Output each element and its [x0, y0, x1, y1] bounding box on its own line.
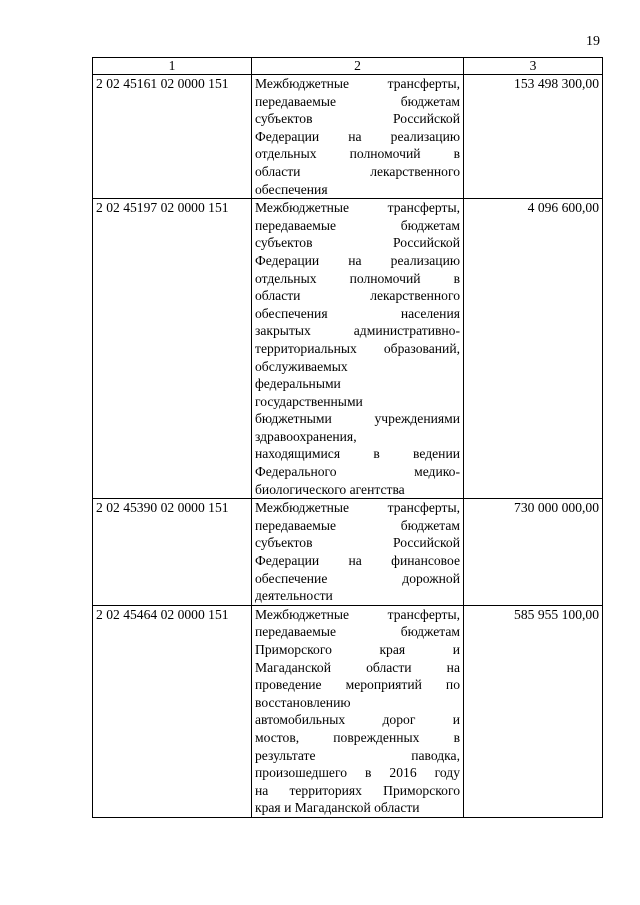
table-row	[93, 499, 603, 606]
description-line: края и Магаданской области	[255, 800, 420, 816]
description-line: передаваемые бюджетам	[255, 217, 460, 233]
description-line: Федерации на финансовое	[255, 553, 460, 569]
description-line: передаваемые бюджетам	[255, 517, 460, 533]
description-line: биологического агентства	[255, 481, 405, 497]
description-line: восстановлению	[255, 694, 351, 710]
description-cell	[252, 499, 464, 606]
description-line: Федерального медико-	[255, 464, 460, 480]
amount-cell: 153 498 300,00	[464, 75, 603, 199]
revenue-code-cell: 2 02 45464 02 0000 151	[93, 605, 252, 817]
description-cell	[252, 605, 464, 817]
table-header-row	[93, 58, 603, 75]
description-line: произошедшего в 2016 году	[255, 765, 460, 781]
description-line: Межбюджетные трансферты,	[255, 606, 460, 622]
amount-cell: 585 955 100,00	[464, 605, 603, 817]
description-line: субъектов Российской	[255, 235, 460, 251]
description-line: закрытых административно-	[255, 323, 460, 339]
table-row	[93, 605, 603, 817]
description-line: отдельных полномочий в	[255, 146, 460, 162]
description-line: обеспечения	[255, 181, 328, 197]
description-line: передаваемые бюджетам	[255, 93, 460, 109]
amount-cell: 730 000 000,00	[464, 499, 603, 606]
description-cell	[252, 199, 464, 499]
description-line: области лекарственного	[255, 163, 460, 179]
column-header-3: 3	[464, 58, 603, 75]
description-line: федеральными	[255, 376, 341, 392]
revenue-code-cell: 2 02 45161 02 0000 151	[93, 75, 252, 199]
description-line: здравоохранения,	[255, 428, 357, 444]
description-line: на территориях Приморского	[255, 782, 460, 798]
description-line: Приморского края и	[255, 642, 460, 657]
description-line: передаваемые бюджетам	[255, 624, 460, 640]
description-line: автомобильных дорог и	[255, 712, 460, 728]
description-line: Межбюджетные трансферты,	[255, 200, 460, 216]
page-number: 19	[586, 34, 600, 49]
column-header-1: 1	[93, 58, 252, 75]
amount-cell: 4 096 600,00	[464, 199, 603, 499]
table-row	[93, 75, 603, 199]
description-line: государственными	[255, 393, 363, 409]
description-line: Федерации на реализацию	[255, 252, 460, 268]
description-line: результате паводка,	[255, 747, 460, 763]
description-line: Федерации на реализацию	[255, 128, 460, 144]
table-body	[93, 75, 603, 818]
description-line: обеспечение дорожной	[255, 570, 460, 586]
description-line: обслуживаемых	[255, 358, 348, 374]
description-cell	[252, 75, 464, 199]
description-line: области лекарственного	[255, 288, 460, 304]
description-line: Магаданской области на	[255, 659, 460, 675]
revenue-code-cell: 2 02 45197 02 0000 151	[93, 199, 252, 499]
budget-revenue-table	[92, 57, 603, 818]
description-line: бюджетными учреждениями	[255, 411, 460, 427]
description-line: Межбюджетные трансферты,	[255, 76, 460, 91]
description-line: субъектов Российской	[255, 535, 460, 551]
column-header-2: 2	[252, 58, 464, 75]
description-line: обеспечения населения	[255, 305, 460, 321]
description-line: территориальных образований,	[255, 340, 460, 356]
revenue-code-cell: 2 02 45390 02 0000 151	[93, 499, 252, 606]
description-line: субъектов Российской	[255, 111, 460, 127]
description-line: Межбюджетные трансферты,	[255, 500, 460, 516]
table-row	[93, 199, 603, 499]
description-line: находящимися в ведении	[255, 446, 460, 462]
description-line: отдельных полномочий в	[255, 270, 460, 286]
description-line: проведение мероприятий по	[255, 677, 460, 693]
description-line: деятельности	[255, 588, 333, 604]
description-line: мостов, поврежденных в	[255, 729, 460, 745]
